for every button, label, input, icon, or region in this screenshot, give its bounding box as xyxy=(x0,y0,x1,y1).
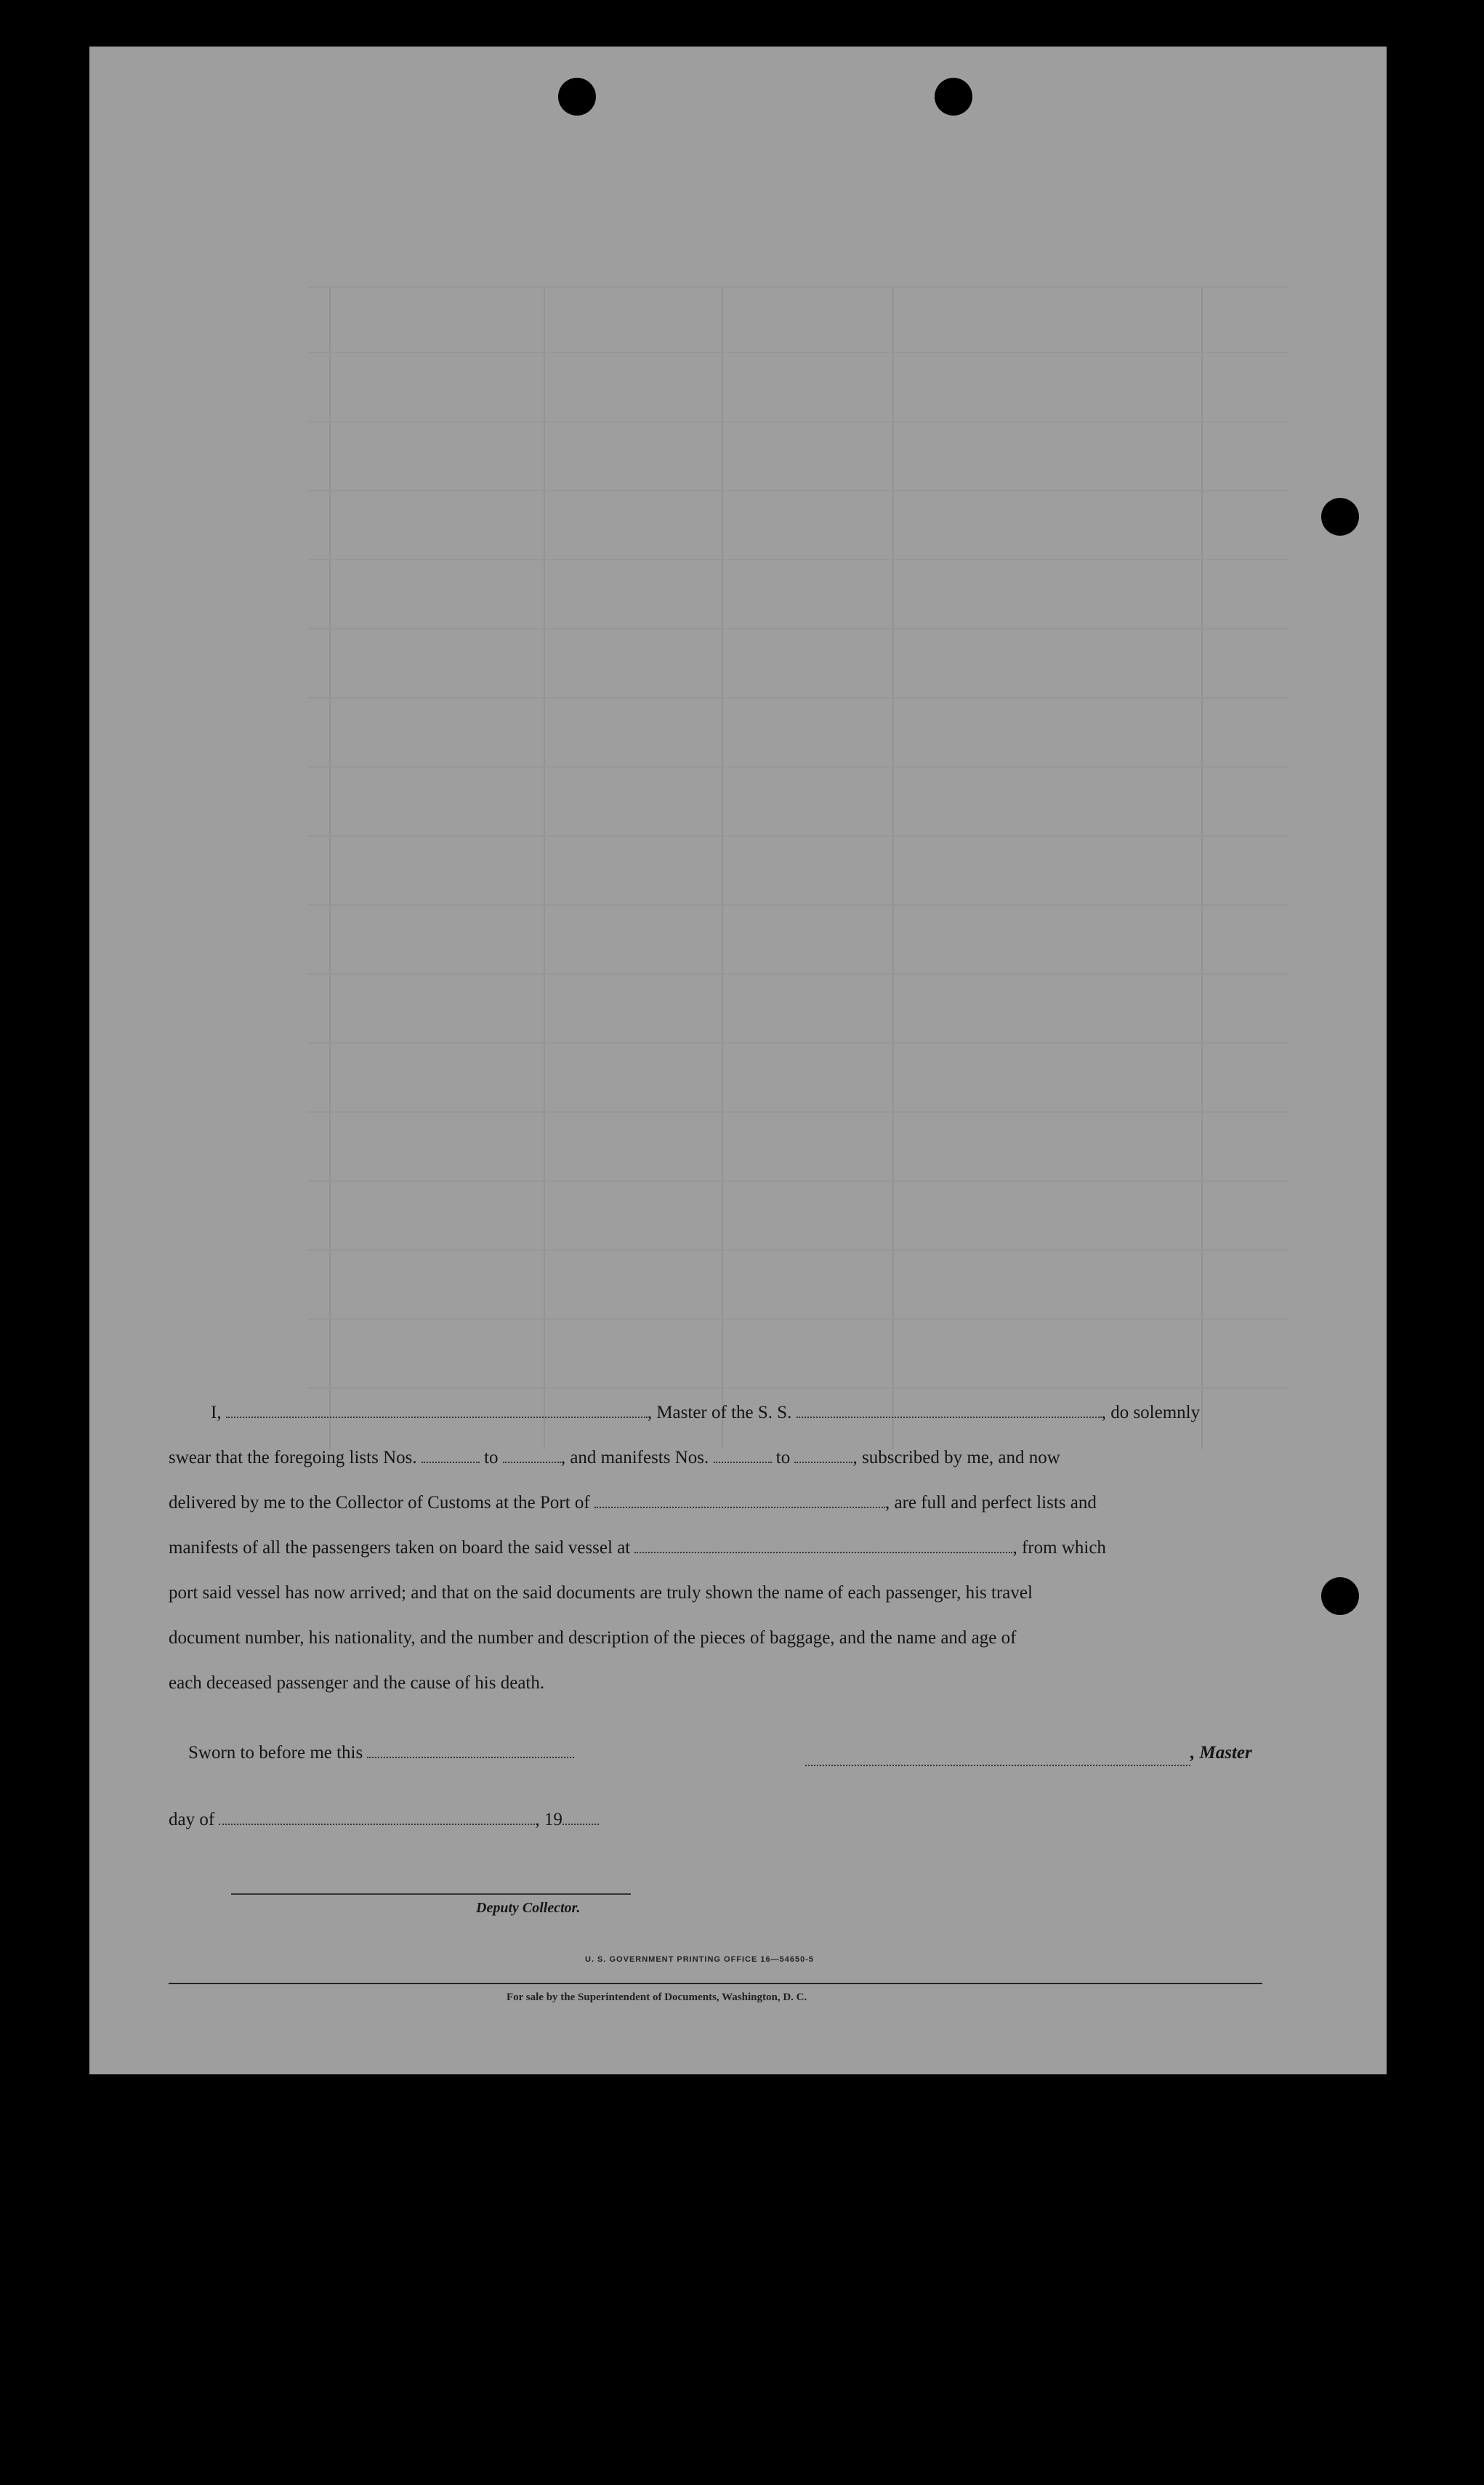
sale-note: For sale by the Superintendent of Documents, Washington, D. C. xyxy=(507,1991,807,2003)
deputy-label-wrap xyxy=(476,1897,636,1917)
ghost-rule xyxy=(307,1042,1289,1044)
day-of-line xyxy=(169,1810,1262,1830)
ghost-rule xyxy=(307,835,1289,837)
manifests-to-blank xyxy=(794,1457,852,1463)
oath-line-7 xyxy=(169,1673,1262,1693)
printing-office-note: U. S. GOVERNMENT PRINTING OFFICE 16—54650-5 xyxy=(585,1955,815,1964)
ghost-rule xyxy=(892,286,894,1449)
ghost-rule xyxy=(307,1180,1289,1182)
ghost-rule xyxy=(307,421,1289,422)
punch-hole xyxy=(935,78,972,116)
ghost-rule xyxy=(307,1249,1289,1251)
ghost-rule xyxy=(722,286,723,1449)
oath-text: each deceased passenger and the cause of his death. xyxy=(169,1673,545,1693)
bleed-through-header xyxy=(227,112,235,137)
port-blank xyxy=(594,1502,885,1508)
oath-line-2 xyxy=(169,1448,1262,1468)
manifests-from-blank xyxy=(714,1457,772,1463)
oath-line-6 xyxy=(169,1628,1262,1648)
vessel-name-blank xyxy=(797,1412,1102,1418)
master-name-blank xyxy=(226,1412,648,1418)
master-label: , Master xyxy=(1190,1743,1252,1763)
lists-to-blank xyxy=(503,1457,561,1463)
sworn-line xyxy=(169,1743,1262,1763)
ghost-rule xyxy=(307,628,1289,629)
sworn-date-blank xyxy=(367,1752,574,1758)
oath-text: delivered by me to the Collector of Customs at the Port of xyxy=(169,1493,590,1513)
oath-text: , Master of the S. S. xyxy=(647,1403,792,1422)
ghost-rule xyxy=(307,973,1289,975)
oath-text: , are full and perfect lists and xyxy=(885,1493,1097,1513)
oath-line-3 xyxy=(169,1493,1262,1513)
ghost-rule xyxy=(1201,286,1203,1449)
punch-hole xyxy=(1321,498,1359,536)
oath-text: , do solemnly xyxy=(1101,1403,1201,1422)
manifest-sheet xyxy=(89,47,1387,2074)
ghost-rule xyxy=(307,352,1289,353)
deputy-signature-line xyxy=(231,1893,631,1895)
ghost-rule xyxy=(307,490,1289,491)
sworn-label: Sworn to before me this xyxy=(188,1743,363,1763)
ghost-rule xyxy=(307,766,1289,768)
lists-from-blank xyxy=(422,1457,480,1463)
oath-text: I, xyxy=(211,1403,222,1422)
oath-text: port said vessel has now arrived; and that on the said documents are truly shown the name of each passenger, his travel xyxy=(169,1583,1033,1603)
embark-port-blank xyxy=(634,1547,1012,1553)
oath-text: , subscribed by me, and now xyxy=(852,1448,1060,1467)
ghost-rule xyxy=(307,559,1289,560)
deputy-collector-label: Deputy Collector. xyxy=(476,1900,581,1916)
oath-text: swear that the foregoing lists Nos. xyxy=(169,1448,417,1467)
punch-hole xyxy=(1321,1577,1359,1615)
master-label-wrap xyxy=(1190,1743,1263,1763)
oath-text: document number, his nationality, and the number and description of the pieces of baggage, and the name and age of xyxy=(169,1628,1017,1648)
year-label: , 19 xyxy=(535,1810,562,1829)
oath-line-1 xyxy=(169,1403,1262,1423)
ghost-rule xyxy=(307,1318,1289,1320)
ghost-rule xyxy=(307,904,1289,906)
oath-text: manifests of all the passengers taken on board the said vessel at xyxy=(169,1538,631,1558)
oath-text: , and manifests Nos. xyxy=(560,1448,709,1467)
master-signature-line xyxy=(805,1765,1190,1766)
ghost-rule xyxy=(329,286,331,1449)
oath-text: , from which xyxy=(1012,1538,1106,1558)
ghost-rule xyxy=(307,1388,1289,1389)
ghost-rule xyxy=(307,1111,1289,1113)
footer-rule xyxy=(169,1983,1262,1984)
year-blank xyxy=(562,1819,599,1825)
oath-text: to xyxy=(484,1448,499,1467)
day-of-label: day of xyxy=(169,1810,215,1829)
ghost-rule xyxy=(307,286,1289,288)
ghost-rule xyxy=(307,697,1289,698)
oath-text: to xyxy=(775,1448,791,1467)
ghost-rule xyxy=(544,286,545,1449)
oath-line-4 xyxy=(169,1538,1262,1558)
punch-hole xyxy=(558,78,596,116)
day-of-blank xyxy=(219,1819,535,1825)
oath-line-5 xyxy=(169,1583,1262,1603)
